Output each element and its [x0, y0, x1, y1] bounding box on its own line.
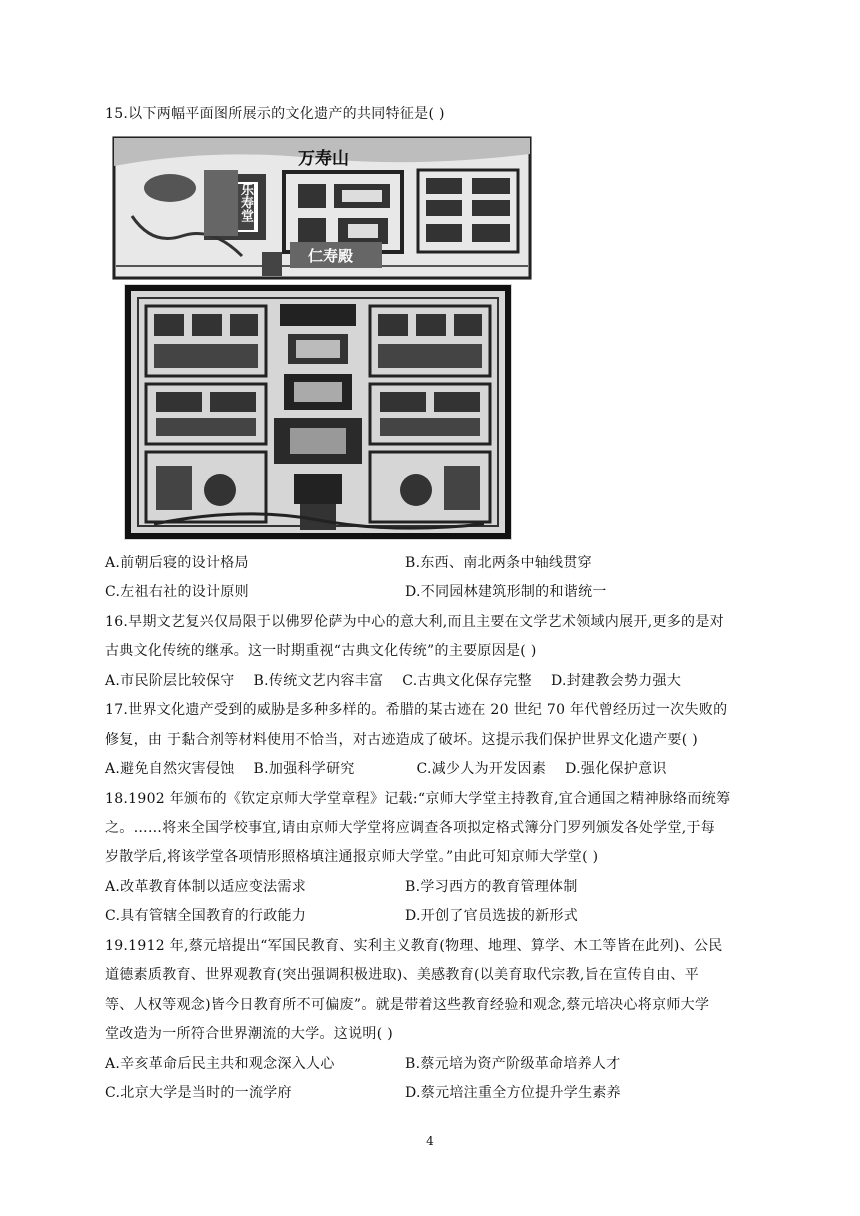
forbidden-city-plan-figure	[124, 284, 512, 540]
q15-option-c: C.左祖右社的设计原则	[105, 584, 249, 600]
forbidden-city-plan-image	[124, 284, 512, 540]
q15-stem: 15.以下两幅平面图所展示的文化遗产的共同特征是( )	[105, 106, 445, 122]
q16-options: A.市民阶层比较保守 B.传统文艺内容丰富 C.古典文化保存完整 D.封建教会势力强大	[105, 673, 682, 689]
q19-option-d: D.蔡元培注重全方位提升学生素养	[405, 1085, 621, 1101]
q19-stem-line-3: 等、人权等观念)皆今日教育所不可偏废”。就是带着这些教育经验和观念,蔡元培决心将京师大学	[105, 997, 710, 1013]
map-label-wanshoushan: 万寿山	[298, 149, 349, 169]
summer-palace-plan-image	[112, 136, 532, 280]
q17-stem-line-1: 17.世界文化遗产受到的威胁是多种多样的。希腊的某古迹在 20 世纪 70 年代曾经历过一次失败的	[105, 702, 728, 718]
map-label-leshoutang-text: 乐寿堂	[214, 183, 253, 198]
q19-stem-line-2: 道德素质教育、世界观教育(突出强调积极进取)、美感教育(以美育取代宗教,旨在宣传自由、平	[105, 967, 700, 983]
q16-stem-line-2: 古典文化传统的继承。这一时期重视“古典文化传统”的主要原因是( )	[105, 643, 537, 659]
q18-stem-line-3: 岁散学后,将该学堂各项情形照格填注通报京师大学堂。”由此可知京师大学堂( )	[105, 849, 599, 865]
q18-option-a: A.改革教育体制以适应变法需求	[105, 879, 307, 895]
map-label-renshoudian: 仁寿殿	[308, 247, 354, 265]
q15-option-b: B.东西、南北两条中轴线贯穿	[405, 555, 592, 571]
q18-option-b: B.学习西方的教育管理体制	[405, 879, 578, 895]
q19-option-b: B.蔡元培为资产阶级革命培养人才	[405, 1056, 621, 1072]
q18-option-d: D.开创了官员选拔的新形式	[405, 908, 579, 924]
q15-option-a: A.前朝后寝的设计格局	[105, 555, 249, 571]
q19-option-c: C.北京大学是当时的一流学府	[105, 1085, 292, 1101]
q16-stem-line-1: 16.早期文艺复兴仅局限于以佛罗伦萨为中心的意大利,而且主要在文学艺术领域内展开,更多的是对	[105, 614, 724, 630]
page-number: 4	[426, 1134, 434, 1148]
q19-option-a: A.辛亥革命后民主共和观念深入人心	[105, 1056, 335, 1072]
q15-option-d: D.不同园林建筑形制的和谐统一	[405, 584, 607, 600]
q19-stem-line-4: 堂改造为一所符合世界潮流的大学。这说明( )	[105, 1026, 393, 1042]
q17-options: A.避免自然灾害侵蚀 B.加强科学研究 C.减少人为开发因素 D.强化保护意识	[105, 761, 667, 777]
q17-stem-line-2: 修复，由 于黏合剂等材料使用不恰当，对古迹造成了破坏。这提示我们保护世界文化遗产要( )	[105, 732, 699, 748]
q19-stem-line-1: 19.1912 年,蔡元培提出“军国民教育、实利主义教育(物理、地理、算学、木工等皆在此列)、公民	[105, 938, 723, 954]
q18-option-c: C.具有管辖全国教育的行政能力	[105, 908, 307, 924]
q18-stem-line-1: 18.1902 年颁布的《钦定京师大学堂章程》记载:“京师大学堂主持教育,宜合通国之精神脉络而统筹	[105, 791, 731, 807]
summer-palace-plan-figure	[112, 136, 532, 280]
q18-stem-line-2: 之。……将来全国学校事宜,请由京师大学堂将应调查各项拟定格式簿分门罗列颁发各处学堂,于每	[105, 820, 716, 836]
